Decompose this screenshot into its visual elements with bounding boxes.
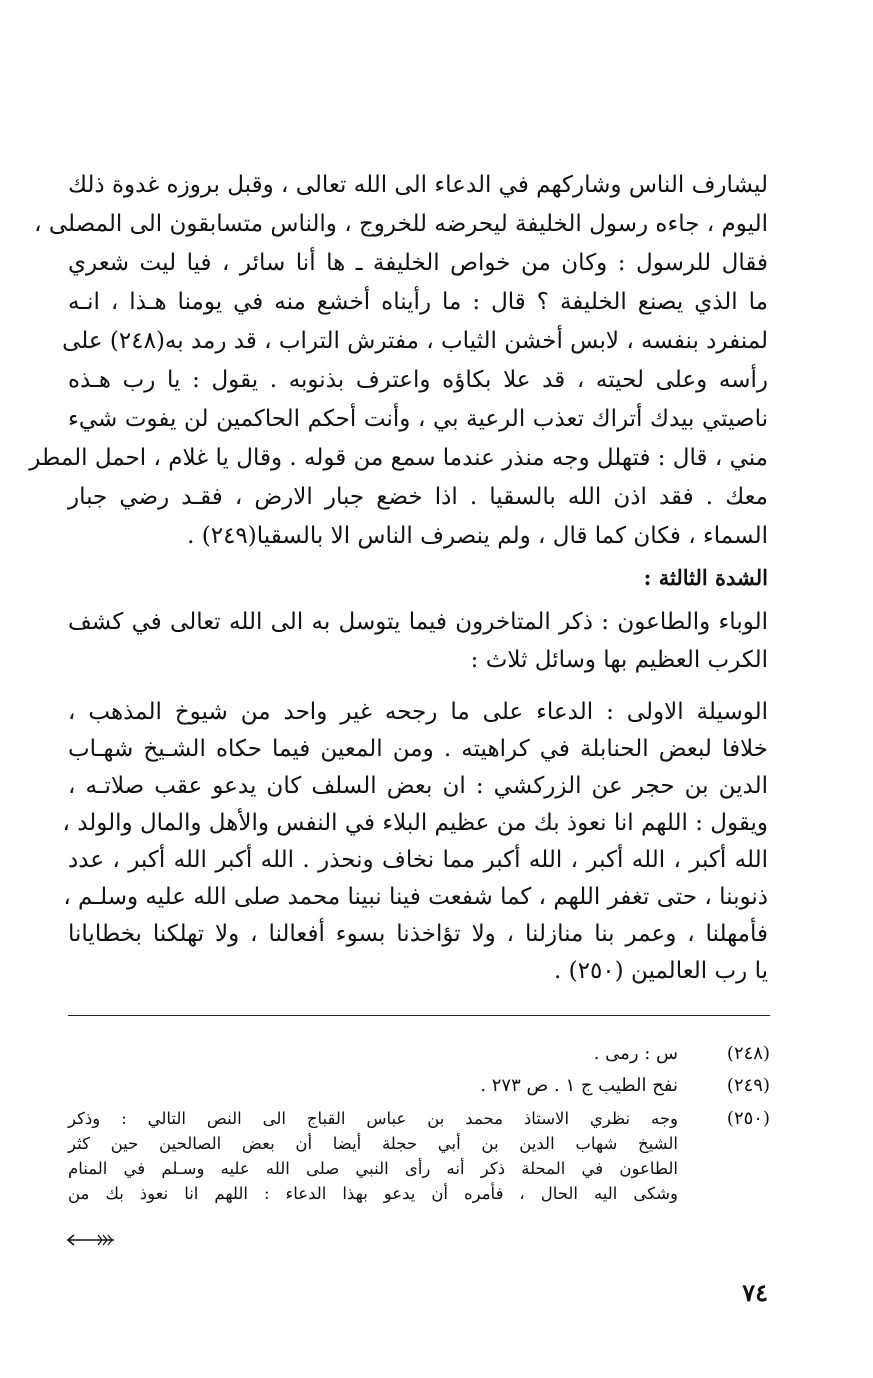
footnote-250 (68, 1105, 770, 1215)
text-line: ذنوبنا ، حتى تغفر اللهم ، كما شفعت فينا نبينا محمد صلى الله عليه وسلـم ، (63, 884, 768, 910)
text-line: خلافا لبعض الحنابلة في كراهيته . ومن المعين فيما حكاه الشـيخ شهـاب (68, 736, 768, 762)
text-line: يا رب العالمين (٢٥٠) . (553, 958, 768, 984)
text-line: فقال للرسول : وكان من خواص الخليفة ـ ها أنا سائر ، فيا ليت شعري (68, 250, 768, 276)
footnote-divider (68, 1015, 770, 1016)
text-line: الله أكبر ، الله أكبر ، الله أكبر مما نخاف ونحذر . الله أكبر الله أكبر ، عدد (68, 847, 769, 873)
footnote-text-line: الشيخ شهاب الدين بن أبي حجلة أيضا أن بعض الصالحين حين كثر (68, 1134, 678, 1153)
text-line: الدين بن حجر عن الزركشي : ان بعض السلف كان يدعو عقب صلاتـه ، (68, 773, 768, 799)
section-heading: الشدة الثالثة : (643, 565, 768, 590)
page-number: ٧٤ (742, 1278, 768, 1307)
text-line: فأمهلنا ، وعمر بنا منازلنا ، ولا تؤاخذنا بسوء أفعالنا ، ولا تهلكنا بخطايانا (68, 921, 768, 947)
text-line: الوباء والطاعون : ذكر المتاخرون فيما يتوسل به الى الله تعالى في كشف (68, 609, 768, 635)
text-line: لمنفرد بنفسه ، لابس أخشن الثياب ، مفترش التراب ، قد رمد به(٢٤٨) على (62, 328, 768, 354)
paragraph-3 (62, 697, 769, 997)
paragraph-2 (68, 607, 768, 687)
footnote-number: (٢٤٨) (726, 1043, 770, 1064)
text-line: رأسه وعلى لحيته ، قد علا بكاؤه واعترف بذنوبه . يقول : يا رب هـذه (68, 367, 768, 393)
text-line: ليشارف الناس وشاركهم في الدعاء الى الله تعالى ، وقبل بروزه غدوة ذلك (68, 172, 768, 198)
footnote-248 (68, 1040, 770, 1068)
arrow-left-icon (66, 1233, 116, 1247)
footnote-text: س : رمى . (593, 1043, 678, 1064)
footnote-number: (٢٤٩) (726, 1075, 770, 1096)
footnote-number: (٢٥٠) (726, 1108, 770, 1129)
text-line: ما الذي يصنع الخليفة ؟ قال : ما رأيناه أخشع منه في يومنا هـذا ، انـه (68, 289, 768, 315)
footnote-249 (68, 1072, 770, 1100)
text-line: معك . فقد اذن الله بالسقيا . اذا خضع جبار الارض ، فقـد رضي جبار (68, 484, 768, 510)
text-line: الكرب العظيم بها وسائل ثلاث : (470, 647, 768, 673)
paragraph-1 (29, 170, 768, 570)
text-line: ويقول : اللهم انا نعوذ بك من عظيم البلاء في النفس والأهل والمال والولد ، (62, 810, 768, 836)
text-line: السماء ، فكان كما قال ، ولم ينصرف الناس الا بالسقيا(٢٤٩) . (187, 523, 768, 549)
text-line: مني ، قال : فتهلل وجه منذر عندما سمع من قوله . وقال يا غلام ، احمل المطر (29, 445, 768, 471)
text-line: ناصيتي بيدك أتراك تعذب الرعية بي ، وأنت أحكم الحاكمين لن يفوت شيء (68, 406, 768, 432)
footnote-text-line: الطاعون في المحلة ذكر أنه رأى النبي صلى الله عليه وسـلم في المنام (68, 1159, 678, 1178)
footnote-text: نفح الطيب ج ١ . ص ٢٧٣ . (480, 1075, 678, 1096)
footnote-text-line: وجه نظري الاستاذ محمد بن عباس القباج الى النص التالي : وذكر (68, 1109, 678, 1128)
footnote-text-line: وشكى اليه الحال ، فأمره أن يدعو بهذا الدعاء : اللهم انا نعوذ بك من (68, 1184, 678, 1203)
text-line: اليوم ، جاءه رسول الخليفة ليحرضه للخروج ، والناس متسابقون الى المصلى ، (34, 211, 768, 237)
text-line: الوسيلة الاولى : الدعاء على ما رجحه غير واحد من شيوخ المذهب ، (68, 699, 768, 725)
